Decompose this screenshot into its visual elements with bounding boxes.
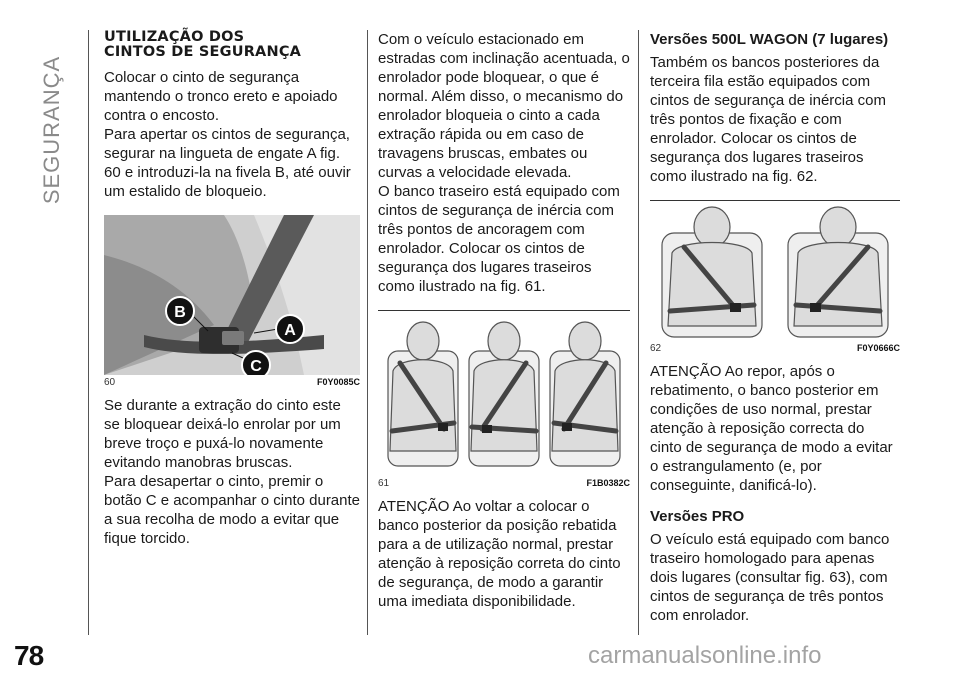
paragraph: Para apertar os cintos de segurança, segurar na lingueta de engate A fig. 60 e introduzi-la na fivela B, até ouvir um estalido de bloqueio. <box>104 126 351 200</box>
figure-61 <box>378 310 630 489</box>
section-side-label-text: SEGURANÇA <box>39 55 64 205</box>
paragraph: Com o veículo estacionado em estradas com inclinação acentuada, o enrolador pode bloquear, o que é normal. Além disso, o mecanismo do enrolador bloqueia o cinto a cada extração rápida ou em caso de travagens bruscas, embates ou curvas a velocidade elevada. <box>378 31 630 181</box>
page-number: 78 <box>14 640 44 671</box>
figure-code: F1B0382C <box>586 478 630 488</box>
section-heading <box>104 30 360 60</box>
figure-62 <box>650 200 900 354</box>
paragraph: Se durante a extração do cinto este se bloquear deixá-lo enrolar por um breve troço e puxá-lo novamente evitando manobras bruscas. <box>104 397 341 471</box>
callout-b: B <box>174 304 186 321</box>
section-heading-line1: UTILIZAÇÃO DOS <box>104 29 245 45</box>
column-1 <box>104 30 360 548</box>
column-divider <box>88 30 89 635</box>
paragraph: Colocar o cinto de segurança mantendo o tronco ereto e apoiado contra o encosto. <box>104 69 338 124</box>
section-side-label <box>32 40 72 220</box>
figure-image <box>378 311 630 476</box>
figure-number: 60 <box>104 377 116 388</box>
figure-code: F0Y0666C <box>856 343 900 353</box>
figure-code: F0Y0085C <box>316 377 360 387</box>
figure-caption <box>650 343 900 354</box>
paragraph: ATENÇÃO Ao repor, após o rebatimento, o banco posterior em condições de uso normal, prestar atenção à reposição correcta do cinto de segurança de modo a evitar o estrangulamento (e, por conseguinte, danificá-lo). <box>650 363 893 494</box>
paragraph: Também os bancos posteriores da terceira fila estão equipados com cintos de segurança de inércia com três pontos de fixação e com enrolador. Colocar os cintos de segurança dos lugares traseiros como ilustrado na fig. 62. <box>650 54 886 185</box>
rear-bench-seatbelts-illustration <box>378 311 630 476</box>
subheading: Versões 500L WAGON (7 lugares) <box>650 31 889 48</box>
column-divider <box>638 30 639 635</box>
figure-image <box>650 201 900 341</box>
paragraph: Para desapertar o cinto, premir o botão C e acompanhar o cinto durante a sua recolha de modo a evitar que fique torcido. <box>104 473 361 547</box>
paragraph: O banco traseiro está equipado com cintos de segurança de inércia com três pontos de ancoragem com enrolador. Colocar os cintos de segurança dos lugares traseiros como ilustrado na fig. 61. <box>378 183 620 295</box>
figure-image <box>104 215 360 375</box>
callout-c: C <box>250 358 262 375</box>
watermark: carmanualsonline.info <box>588 642 822 669</box>
paragraph: O veículo está equipado com banco traseiro homologado para apenas dois lugares (consultar fig. 63), com cintos de segurança de três pontos com enrolador. <box>650 531 890 624</box>
figure-60 <box>104 215 360 388</box>
figure-caption <box>104 377 360 388</box>
figure-number: 62 <box>650 343 662 354</box>
figure-number: 61 <box>378 478 390 489</box>
seatbelt-buckle-illustration <box>104 215 360 375</box>
column-divider <box>367 30 368 635</box>
third-row-seatbelts-illustration <box>650 201 900 341</box>
figure-caption <box>378 478 630 489</box>
callout-a: A <box>284 322 296 339</box>
paragraph: ATENÇÃO Ao voltar a colocar o banco posterior da posição rebatida para a de utilização normal, prestar atenção à reposição correta do cinto de segurança, de modo a garantir uma imediata disponibilidade. <box>378 498 621 610</box>
column-2 <box>378 30 630 611</box>
column-3 <box>650 30 900 625</box>
subheading: Versões PRO <box>650 508 745 525</box>
section-heading-line2: CINTOS DE SEGURANÇA <box>104 44 302 60</box>
